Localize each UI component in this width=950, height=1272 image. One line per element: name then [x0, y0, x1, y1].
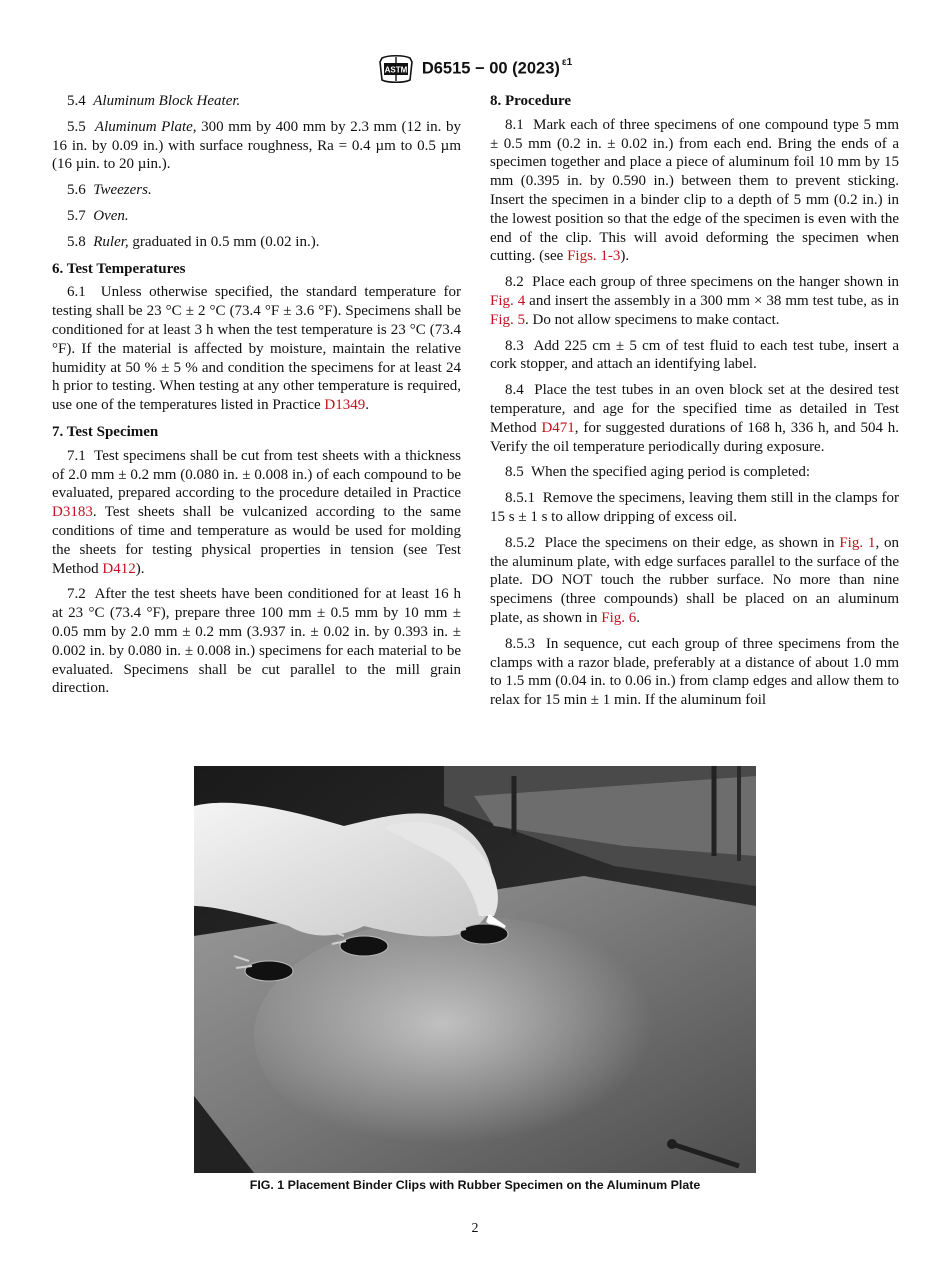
- section-8-5: 8.5 When the specified aging period is completed:: [505, 464, 811, 481]
- section-8-1: 8.1 Mark each of three specimens of one compound type 5 mm ± 0.5 mm (0.2 in. ± 0.02 in.) from each end. Bring the ends of a specimen together and place a piece of aluminum foil 10 mm by 15 mm (0.395 in. by 0.590 in.) between them to prevent sticking. Insert the specimen in a binder clip to a depth of 5 mm (0.2 in.) in the lowest position so that the edge of the specimen is even with the end of the clip. This will avoid deforming the specimen when cutting. (see Figs. 1-3).: [490, 116, 900, 265]
- heading-procedure: 8. Procedure: [490, 93, 572, 109]
- standard-designation: D6515 − 00 (2023) $^{\varepsilon 1}$: [421, 57, 573, 78]
- ref-fig-4-link[interactable]: Fig. 4: [490, 292, 526, 309]
- ref-d471-link[interactable]: D471: [541, 419, 575, 436]
- ref-figs-1-3-link[interactable]: Figs. 1-3: [567, 248, 621, 265]
- ref-fig-1-link[interactable]: Fig. 1: [839, 534, 876, 551]
- section-5-6: 5.6 Tweezers.: [67, 182, 152, 199]
- section-8-5-2: 8.5.2 Place the specimens on their edge, as shown in Fig. 1, on the aluminum plate, with edge surfaces parallel to the surface of the plate. DO NOT touch the rubber surface. No more than nine specimens (three compounds) shall be placed on an aluminum plate, as shown in Fig. 6.: [490, 534, 900, 626]
- section-8-4: 8.4 Place the test tubes in an oven block set at the desired test temperature, and age for the specified time as detailed in Test Method D471, for suggested durations of 168 h, 336 h, and 504 h. Verify the oil temperature periodically during exposure.: [490, 382, 899, 455]
- right-column: [490, 92, 899, 717]
- section-8-2: 8.2 Place each group of three specimens on the hanger shown in Fig. 4 and insert the assembly in a 300 mm × 38 mm test tube, as in Fig. 5. Do not allow specimens to make contact.: [490, 274, 900, 328]
- ref-d1349-link[interactable]: D1349: [324, 397, 366, 414]
- page-number: 2: [471, 1221, 479, 1236]
- section-8-5-1: 8.5.1 Remove the specimens, leaving them still in the clamps for 15 s ± 1 s to allow dripping of excess oil.: [490, 490, 900, 525]
- svg-text:ASTM: ASTM: [384, 65, 408, 75]
- heading-test-specimen: 7. Test Specimen: [52, 423, 159, 440]
- section-8-5-3: 8.5.3 In sequence, cut each group of three specimens from the clamps with a razor blade, preferably at a distance of about 1.0 mm to 1.5 mm (0.04 in. to 0.06 in.) from clamp edges and allow them to relax for 15 min ± 1 min. If the aluminum foil: [490, 635, 899, 709]
- section-7-2: 7.2 After the test sheets have been conditioned for at least 16 h at 23 °C (73.4 °F), prepare three 100 mm ± 0.5 mm by 10 mm ± 0.05 mm by 2.0 mm ± 0.2 mm (3.937 in. ± 0.02 in. by 0.393 in. ± 0.002 in. by 0.080 in. ± 0.008 in.) specimens for each material to be evaluated. Specimens shall be cut parallel to the mill grain direction.: [52, 586, 461, 697]
- photo-illustration: [194, 766, 756, 1173]
- ref-d3183-link[interactable]: D3183: [52, 504, 93, 521]
- figure-1-photo: [194, 766, 756, 1173]
- section-7-1: 7.1 Test specimens shall be cut from test sheets with a thickness of 2.0 mm ± 0.2 mm (0.080 in. ± 0.008 in.) of each compound to be evaluated, prepared according to the procedure detailed in Practice D3183. Test sheets shall be vulcanized according to the same conditions of time and temperature as would be used for molding the sheets for testing physical properties in tension (see Test Method D412).: [52, 447, 461, 577]
- section-8-3: 8.3 Add 225 cm ± 5 cm of test fluid to each test tube, insert a cork stopper, and attach an identifying label.: [490, 337, 899, 373]
- heading-test-temperatures: 6. Test Temperatures: [52, 260, 186, 277]
- figure-caption: FIG. 1 Placement Binder Clips with Rubber Specimen on the Aluminum Plate: [249, 1178, 701, 1192]
- section-5-8: 5.8 Ruler, graduated in 0.5 mm (0.02 in.).: [67, 233, 320, 250]
- ref-fig-6-link[interactable]: Fig. 6: [601, 609, 637, 626]
- astm-logo-icon: [378, 54, 414, 84]
- section-5-4: 5.4 Aluminum Block Heater.: [67, 93, 241, 109]
- left-column: [52, 92, 461, 705]
- epsilon-superscript: ε1: [561, 57, 573, 69]
- ref-fig-5-link[interactable]: Fig. 5: [490, 311, 526, 328]
- ref-d412-link[interactable]: D412: [102, 560, 136, 577]
- section-5-7: 5.7 Oven.: [67, 207, 129, 224]
- section-6-1: 6.1 Unless otherwise specified, the standard temperature for testing shall be 23 °C ± 2 °C (73.4 °F ± 3.6 °F). Specimens shall be conditioned for at least 3 h when the test temperature is 23 °C (73.4 °F). If the material is affected by moisture, maintain the relative humidity at 50 % ± 5 % and condition the specimens for at least 24 h prior to testing. When testing at any other temperature is required, use one of the temperatures listed in Practice D1349.: [52, 284, 462, 414]
- page-header: [0, 52, 950, 86]
- section-5-5: 5.5 Aluminum Plate, 300 mm by 400 mm by 2.3 mm (12 in. by 16 in. by 0.09 in.) with surface roughness, Ra = 0.4 µm to 0.5 µm (16 µin. to 20 µin.).: [52, 118, 462, 173]
